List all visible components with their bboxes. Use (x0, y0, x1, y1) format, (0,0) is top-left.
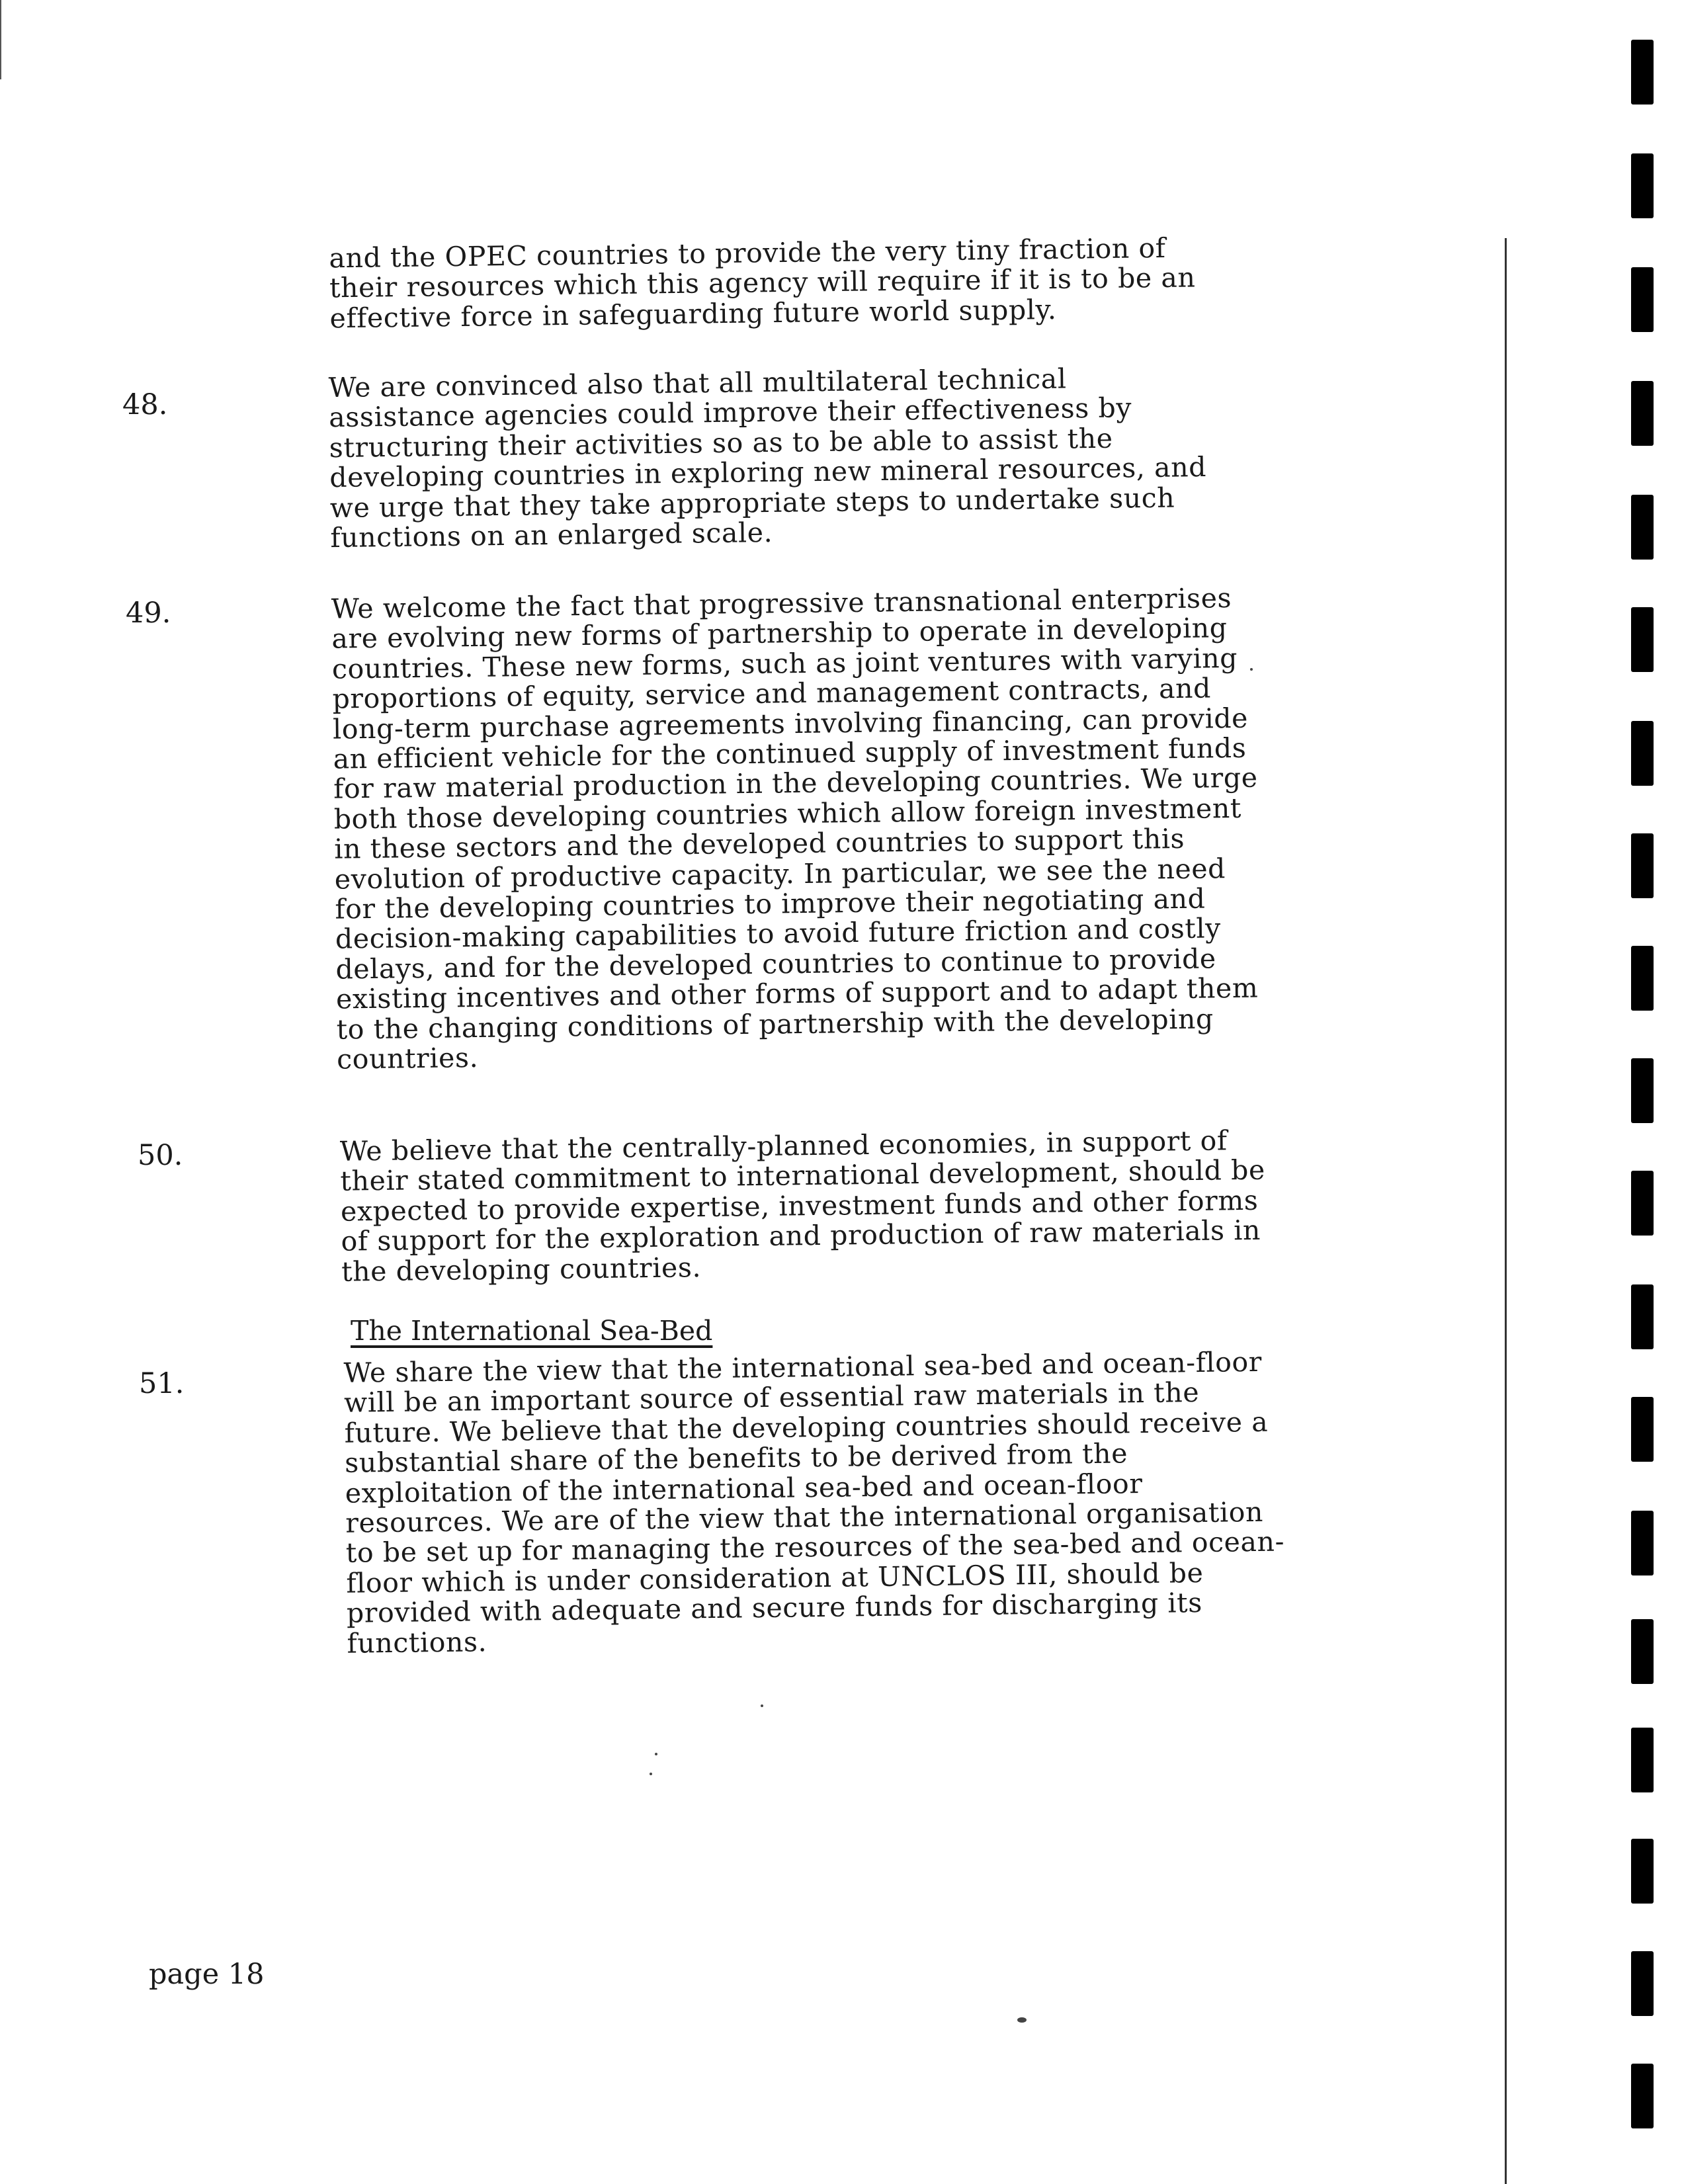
paragraph-number: 49. (126, 597, 171, 630)
margin-rule (1505, 238, 1507, 2184)
binding-mark (1631, 1397, 1654, 1462)
continuation-paragraph: and the OPEC countries to provide the very tiny fraction of their resources which this agency will require if it is to be an effective force in safeguarding future world supply. (329, 231, 1196, 335)
paragraph-51: We share the view that the international sea-bed and ocean-floor will be an important source of essential raw materials in the future. We believe that the developing countries should receive a substantial share of the benefits to be derived from the exploitation of the international sea-bed and ocean-floor resources. We are of the view that the international organisation to be set up for managing the resources of the sea-bed and ocean-floor which is under consideration at UNCLOS III, should be provided with adequate and secure funds for discharging its functions. (343, 1345, 1285, 1659)
binding-mark (1631, 1058, 1654, 1123)
binding-mark (1631, 495, 1654, 560)
scan-speck (1250, 668, 1253, 671)
binding-mark (1631, 833, 1654, 898)
scan-speck (761, 1704, 763, 1707)
scan-edge-line (0, 0, 1, 79)
binding-mark (1631, 40, 1654, 105)
binding-mark (1631, 1171, 1654, 1236)
binding-mark (1631, 153, 1654, 218)
binding-mark (1631, 1839, 1654, 1904)
binding-mark (1631, 1728, 1654, 1792)
page-footer: page 18 (149, 1958, 265, 1991)
binding-mark (1631, 607, 1654, 672)
binding-mark (1631, 946, 1654, 1011)
paragraph-number: 48. (122, 388, 168, 421)
paragraph-50: We believe that the centrally-planned economies, in support of their stated commitment to international development, should be expected to provide expertise, investment funds and other forms of support for the exploration and production of raw materials in the developing countries. (339, 1124, 1266, 1288)
paragraph-number: 50. (138, 1139, 183, 1172)
binding-mark (1631, 1284, 1654, 1349)
scan-speck (655, 1753, 657, 1755)
binding-mark (1631, 381, 1654, 446)
scan-speck (650, 1773, 652, 1775)
binding-mark (1631, 1511, 1654, 1575)
binding-mark (1631, 721, 1654, 786)
binding-mark (1631, 2064, 1654, 2128)
paragraph-48: We are convinced also that all multilateral technical assistance agencies could improve their effectiveness by structuring their activities so as to be able to assist the developing countries in exploring new mineral resources, and we urge that they take appropriate steps to undertake such functions on an enlarged scale. (328, 362, 1207, 554)
binding-marks (1631, 0, 1658, 2184)
paragraph-number: 51. (139, 1367, 185, 1400)
scan-speck (1017, 2017, 1027, 2023)
section-heading: The International Sea-Bed (351, 1315, 713, 1347)
paragraph-49: We welcome the fact that progressive transnational enterprises are evolving new forms of partnership to operate in developing countries. These new forms, such as joint ventures with varying proportions of equity, service and management contracts, and long-term purchase agreements involving financing, can provide an efficient vehicle for the continued supply of investment funds for raw material production in the developing countries. We urge both those developing countries which allow foreign investment in these sectors and the developed countries to support this evolution of productive capacity. In particular, we see the need for the developing countries to improve their negotiating and decision-making capabilities to avoid future friction and costly delays, and for the developed countries to continue to provide existing incentives and other forms of support and to adapt them to the changing conditions of partnership with the developing countries. (331, 582, 1259, 1075)
binding-mark (1631, 1619, 1654, 1684)
binding-mark (1631, 1951, 1654, 2016)
binding-mark (1631, 267, 1654, 332)
